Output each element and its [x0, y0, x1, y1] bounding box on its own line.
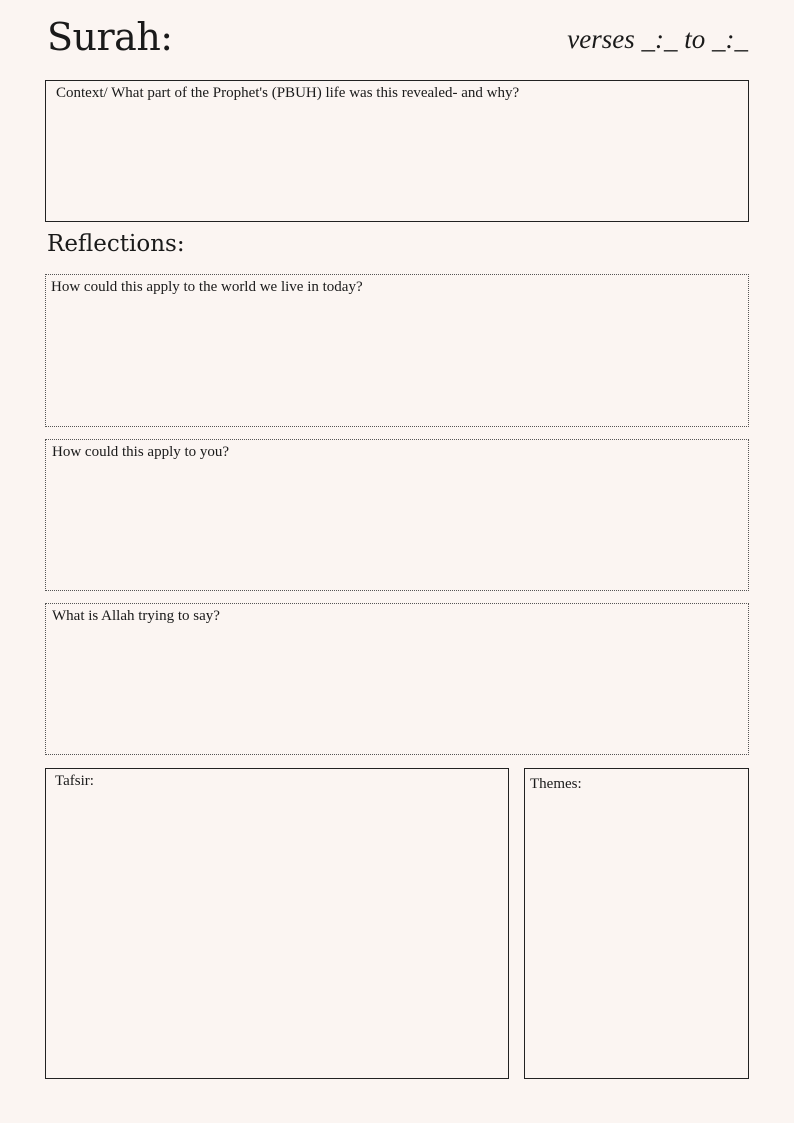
reflection-you-label: How could this apply to you? — [52, 444, 230, 460]
context-label: Context/ What part of the Prophet's (PBUH) life was this revealed- and why? — [56, 85, 520, 101]
reflection-allah-box[interactable] — [45, 603, 749, 755]
themes-box[interactable] — [524, 768, 749, 1079]
themes-label: Themes: — [530, 776, 582, 792]
reflection-world-box[interactable] — [45, 274, 749, 427]
surah-title: Surah: — [47, 15, 173, 59]
reflection-allah-label: What is Allah trying to say? — [52, 608, 220, 624]
reflections-heading: Reflections: — [47, 231, 185, 257]
verses-range: verses _:_ to _:_ — [567, 24, 748, 54]
tafsir-box[interactable] — [45, 768, 509, 1079]
context-box[interactable] — [45, 80, 749, 222]
tafsir-label: Tafsir: — [55, 773, 94, 789]
reflection-you-box[interactable] — [45, 439, 749, 591]
reflection-world-label: How could this apply to the world we live in today? — [51, 279, 363, 295]
